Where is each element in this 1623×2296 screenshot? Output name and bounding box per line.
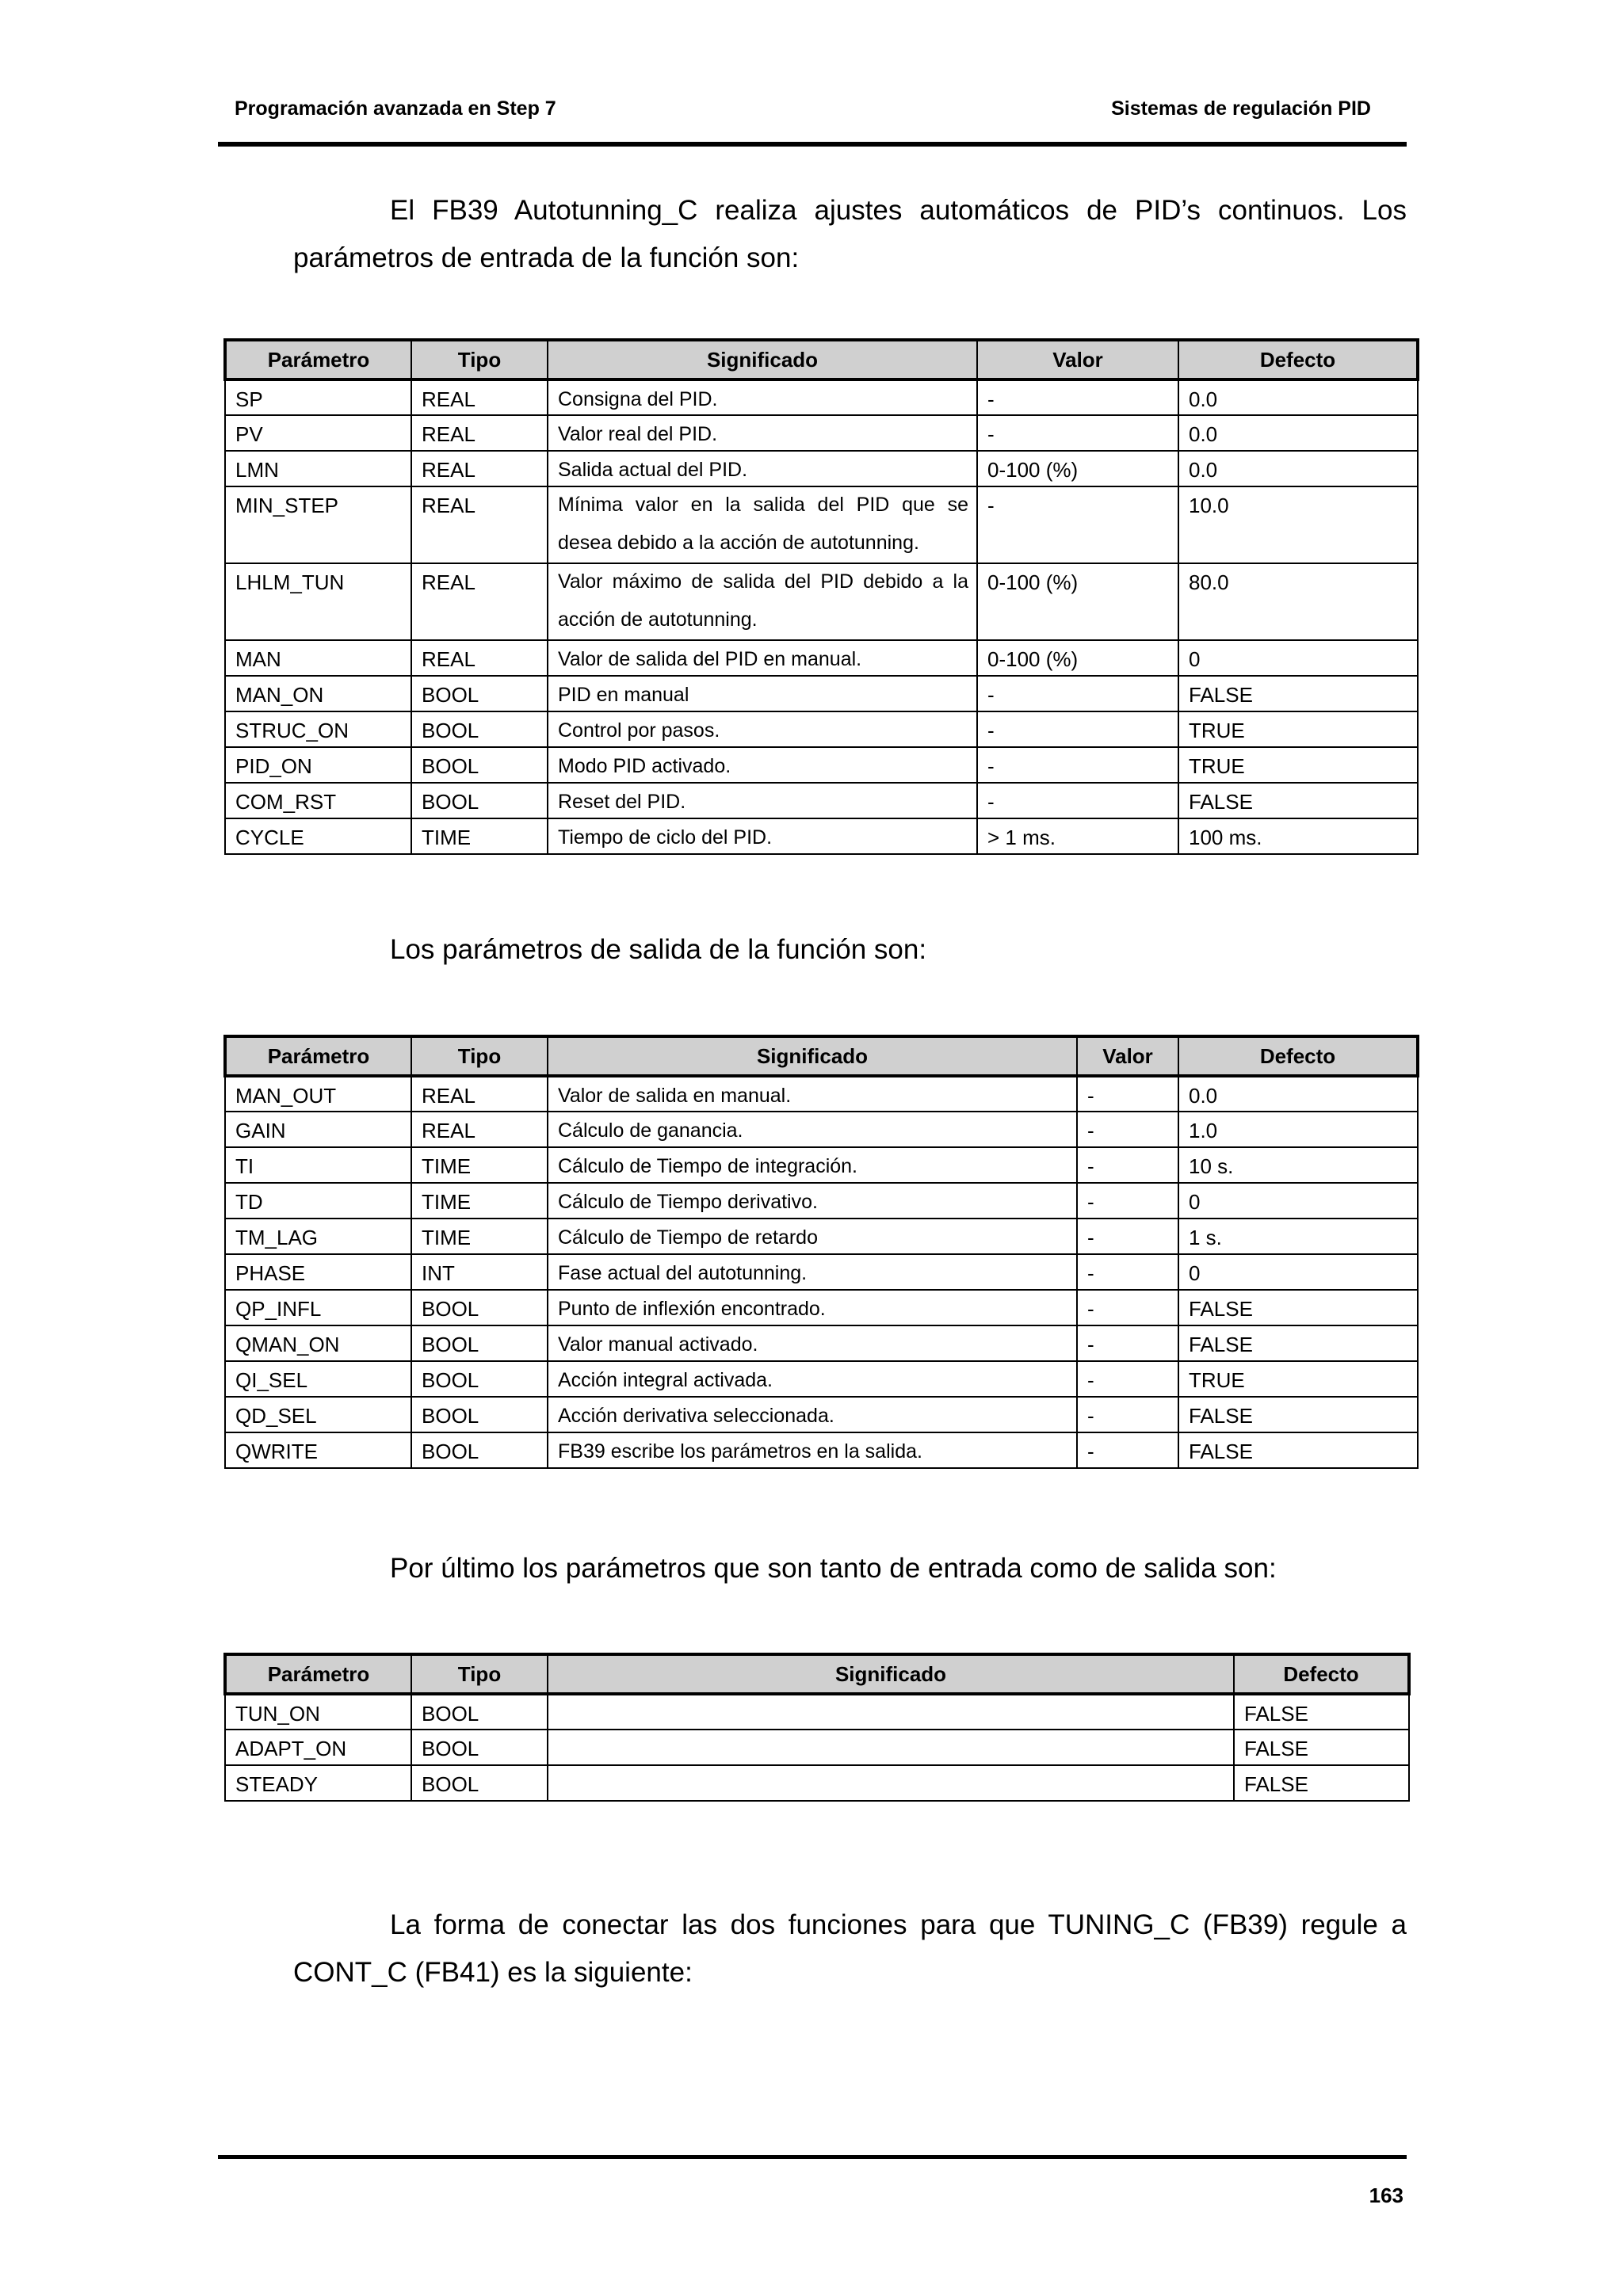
col-header-parametro: Parámetro (225, 1654, 411, 1694)
col-header-defecto: Defecto (1234, 1654, 1409, 1694)
cell-valor: - (1077, 1361, 1178, 1397)
table-row (225, 1730, 1409, 1765)
cell-tipo: REAL (411, 451, 548, 486)
cell-tipo: BOOL (411, 1325, 548, 1361)
cell-significado-text: Valor máximo de salida del PID debido a la acción de autotunning. (558, 570, 968, 631)
cell-tipo: REAL (411, 563, 548, 640)
table-row (225, 1290, 1418, 1325)
table-row (225, 818, 1418, 854)
cell-valor: 0-100 (%) (977, 563, 1178, 640)
cell-tipo: BOOL (411, 783, 548, 818)
col-header-parametro: Parámetro (225, 340, 411, 379)
cell-tipo: REAL (411, 415, 548, 451)
cell-valor: - (977, 415, 1178, 451)
table-row (225, 1076, 1418, 1112)
cell-valor: - (1077, 1290, 1178, 1325)
cell-significado: Reset del PID. (548, 783, 977, 818)
cell-parametro: LMN (225, 451, 411, 486)
cell-valor: - (1077, 1397, 1178, 1432)
input-parameters-table (223, 338, 1419, 855)
table-header-row (225, 1654, 1409, 1694)
cell-defecto: FALSE (1234, 1765, 1409, 1801)
cell-parametro: MAN (225, 640, 411, 676)
cell-parametro: MAN_ON (225, 676, 411, 711)
cell-valor: - (1077, 1219, 1178, 1254)
table-row (225, 563, 1418, 640)
cell-valor: - (977, 783, 1178, 818)
table-row (225, 1254, 1418, 1290)
cell-parametro: TUN_ON (225, 1694, 411, 1730)
col-header-defecto: Defecto (1178, 340, 1418, 379)
cell-defecto: FALSE (1178, 1290, 1418, 1325)
cell-parametro: QWRITE (225, 1432, 411, 1468)
cell-valor: - (1077, 1112, 1178, 1147)
header-right: Sistemas de regulación PID (1111, 97, 1371, 120)
col-header-valor: Valor (1077, 1036, 1178, 1076)
cell-parametro: CYCLE (225, 818, 411, 854)
cell-significado: FB39 escribe los parámetros en la salida. (548, 1432, 1077, 1468)
table-row (225, 379, 1418, 415)
cell-significado: Valor real del PID. (548, 415, 977, 451)
cell-defecto: 0 (1178, 1254, 1418, 1290)
cell-tipo: BOOL (411, 1765, 548, 1801)
cell-tipo: REAL (411, 1076, 548, 1112)
cell-tipo: TIME (411, 1183, 548, 1219)
closing-paragraph: La forma de conectar las dos funciones para que TUNING_C (FB39) regule a CONT_C (FB41) es la siguiente: (293, 1909, 1407, 1988)
cell-significado: Tiempo de ciclo del PID. (548, 818, 977, 854)
cell-defecto: FALSE (1234, 1730, 1409, 1765)
cell-valor: - (977, 676, 1178, 711)
cell-defecto: TRUE (1178, 747, 1418, 783)
cell-defecto: FALSE (1178, 676, 1418, 711)
col-header-tipo: Tipo (411, 340, 548, 379)
cell-valor: - (1077, 1325, 1178, 1361)
cell-defecto: 1 s. (1178, 1219, 1418, 1254)
cell-defecto: 0.0 (1178, 1076, 1418, 1112)
cell-tipo: TIME (411, 818, 548, 854)
table-row (225, 1694, 1409, 1730)
cell-parametro: TI (225, 1147, 411, 1183)
cell-defecto: 1.0 (1178, 1112, 1418, 1147)
cell-valor: - (1077, 1183, 1178, 1219)
cell-defecto: FALSE (1178, 783, 1418, 818)
col-header-tipo: Tipo (411, 1036, 548, 1076)
cell-defecto: 100 ms. (1178, 818, 1418, 854)
cell-significado (548, 1694, 1234, 1730)
cell-significado (548, 486, 977, 563)
cell-significado: Punto de inflexión encontrado. (548, 1290, 1077, 1325)
cell-significado (548, 1765, 1234, 1801)
cell-tipo: BOOL (411, 747, 548, 783)
table-row (225, 747, 1418, 783)
cell-significado: Valor manual activado. (548, 1325, 1077, 1361)
cell-parametro: QP_INFL (225, 1290, 411, 1325)
page-header (218, 97, 1407, 147)
cell-tipo: REAL (411, 486, 548, 563)
table-row (225, 1361, 1418, 1397)
cell-valor: - (1077, 1076, 1178, 1112)
table-row (225, 711, 1418, 747)
cell-defecto: 0 (1178, 1183, 1418, 1219)
cell-valor: - (1077, 1432, 1178, 1468)
cell-parametro: SP (225, 379, 411, 415)
table-header-row (225, 1036, 1418, 1076)
cell-valor: 0-100 (%) (977, 640, 1178, 676)
cell-significado: Salida actual del PID. (548, 451, 977, 486)
table-row (225, 783, 1418, 818)
cell-tipo: BOOL (411, 1290, 548, 1325)
cell-parametro: TD (225, 1183, 411, 1219)
cell-significado (548, 563, 977, 640)
cell-parametro: PHASE (225, 1254, 411, 1290)
cell-parametro: ADAPT_ON (225, 1730, 411, 1765)
cell-defecto: FALSE (1178, 1397, 1418, 1432)
cell-defecto: 0.0 (1178, 379, 1418, 415)
cell-significado-text: Mínima valor en la salida del PID que se desea debido a la acción de autotunning. (558, 494, 968, 554)
cell-significado: Cálculo de Tiempo de retardo (548, 1219, 1077, 1254)
cell-defecto: TRUE (1178, 1361, 1418, 1397)
col-header-parametro: Parámetro (225, 1036, 411, 1076)
cell-significado: Cálculo de Tiempo derivativo. (548, 1183, 1077, 1219)
cell-significado: Consigna del PID. (548, 379, 977, 415)
cell-defecto: FALSE (1234, 1694, 1409, 1730)
cell-defecto: 10.0 (1178, 486, 1418, 563)
cell-tipo: TIME (411, 1147, 548, 1183)
inout-parameters-table (223, 1653, 1411, 1802)
cell-parametro: STEADY (225, 1765, 411, 1801)
cell-significado: Valor de salida en manual. (548, 1076, 1077, 1112)
cell-valor: - (977, 379, 1178, 415)
cell-significado: Acción derivativa seleccionada. (548, 1397, 1077, 1432)
table-row (225, 1183, 1418, 1219)
cell-parametro: QMAN_ON (225, 1325, 411, 1361)
output-parameters-table (223, 1035, 1419, 1469)
cell-valor: 0-100 (%) (977, 451, 1178, 486)
cell-valor: - (1077, 1254, 1178, 1290)
cell-significado: Control por pasos. (548, 711, 977, 747)
table-row (225, 1397, 1418, 1432)
cell-valor: - (1077, 1147, 1178, 1183)
intro-paragraph-2: Los parámetros de salida de la función son: (390, 934, 927, 965)
cell-parametro: TM_LAG (225, 1219, 411, 1254)
cell-significado: Modo PID activado. (548, 747, 977, 783)
table-row (225, 1765, 1409, 1801)
cell-tipo: BOOL (411, 1361, 548, 1397)
col-header-significado: Significado (548, 1654, 1234, 1694)
cell-significado: PID en manual (548, 676, 977, 711)
cell-significado: Cálculo de Tiempo de integración. (548, 1147, 1077, 1183)
cell-significado: Acción integral activada. (548, 1361, 1077, 1397)
cell-valor: - (977, 747, 1178, 783)
intro-paragraph-3: Por último los parámetros que son tanto de entrada como de salida son: (390, 1553, 1277, 1584)
cell-valor: - (977, 711, 1178, 747)
col-header-significado: Significado (548, 340, 977, 379)
table-row (225, 1219, 1418, 1254)
cell-defecto: 0.0 (1178, 451, 1418, 486)
cell-defecto: 10 s. (1178, 1147, 1418, 1183)
cell-significado: Cálculo de ganancia. (548, 1112, 1077, 1147)
table-row (225, 486, 1418, 563)
col-header-tipo: Tipo (411, 1654, 548, 1694)
cell-tipo: BOOL (411, 676, 548, 711)
table-row (225, 1325, 1418, 1361)
cell-parametro: COM_RST (225, 783, 411, 818)
cell-tipo: BOOL (411, 1432, 548, 1468)
cell-defecto: TRUE (1178, 711, 1418, 747)
cell-defecto: 0.0 (1178, 415, 1418, 451)
col-header-defecto: Defecto (1178, 1036, 1418, 1076)
page-number: 163 (1369, 2183, 1403, 2207)
col-header-valor: Valor (977, 340, 1178, 379)
cell-parametro: PV (225, 415, 411, 451)
col-header-significado: Significado (548, 1036, 1077, 1076)
cell-parametro: GAIN (225, 1112, 411, 1147)
table-row (225, 1112, 1418, 1147)
cell-parametro: PID_ON (225, 747, 411, 783)
cell-tipo: REAL (411, 379, 548, 415)
cell-tipo: REAL (411, 1112, 548, 1147)
cell-parametro: MIN_STEP (225, 486, 411, 563)
cell-significado: Valor de salida del PID en manual. (548, 640, 977, 676)
cell-tipo: BOOL (411, 1730, 548, 1765)
table-header-row (225, 340, 1418, 379)
table-row (225, 640, 1418, 676)
cell-significado: Fase actual del autotunning. (548, 1254, 1077, 1290)
table-row (225, 451, 1418, 486)
table-row (225, 1432, 1418, 1468)
cell-tipo: REAL (411, 640, 548, 676)
cell-defecto: 0 (1178, 640, 1418, 676)
cell-defecto: 80.0 (1178, 563, 1418, 640)
cell-tipo: BOOL (411, 1397, 548, 1432)
cell-defecto: FALSE (1178, 1432, 1418, 1468)
cell-parametro: QD_SEL (225, 1397, 411, 1432)
cell-defecto: FALSE (1178, 1325, 1418, 1361)
table-row (225, 1147, 1418, 1183)
cell-valor: - (977, 486, 1178, 563)
cell-tipo: BOOL (411, 1694, 548, 1730)
cell-tipo: INT (411, 1254, 548, 1290)
intro-paragraph-1: El FB39 Autotunning_C realiza ajustes automáticos de PID’s continuos. Los parámetros de entrada de la función son: (293, 195, 1407, 273)
cell-parametro: QI_SEL (225, 1361, 411, 1397)
cell-tipo: TIME (411, 1219, 548, 1254)
cell-significado (548, 1730, 1234, 1765)
cell-valor: > 1 ms. (977, 818, 1178, 854)
footer-rule (218, 2155, 1407, 2159)
cell-parametro: LHLM_TUN (225, 563, 411, 640)
cell-tipo: BOOL (411, 711, 548, 747)
cell-parametro: STRUC_ON (225, 711, 411, 747)
cell-parametro: MAN_OUT (225, 1076, 411, 1112)
table-row (225, 415, 1418, 451)
table-row (225, 676, 1418, 711)
header-left: Programación avanzada en Step 7 (235, 97, 556, 120)
